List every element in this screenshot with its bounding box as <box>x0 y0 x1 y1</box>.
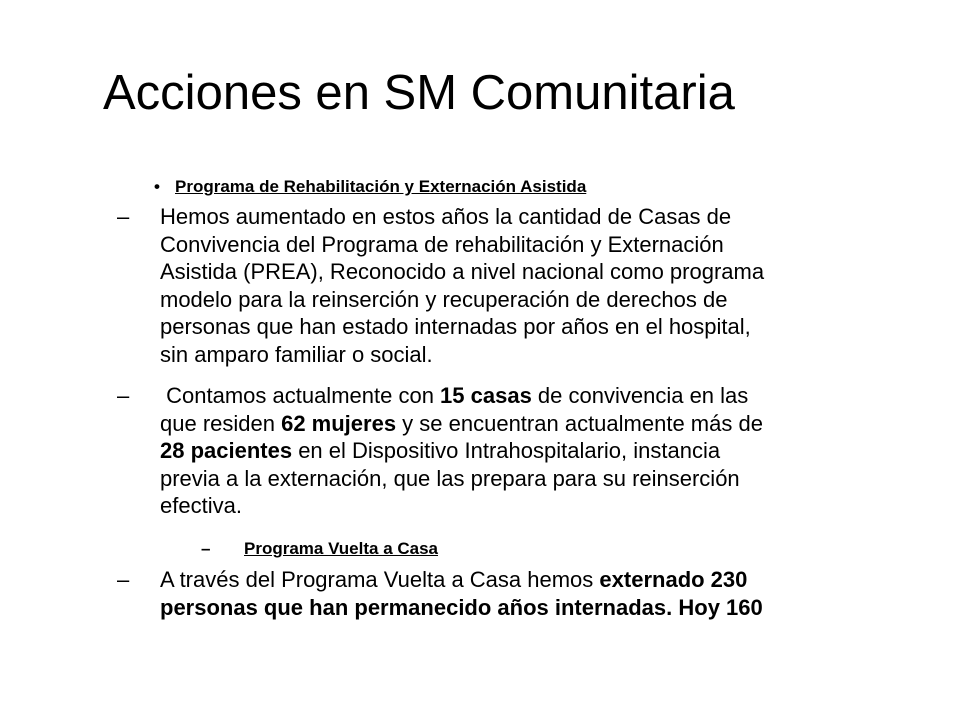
text-run: que residen <box>160 410 282 436</box>
list-item-text <box>160 203 917 368</box>
dash-marker: – <box>117 383 130 408</box>
bullet-dot: • <box>154 177 160 196</box>
text-line: Hemos aumentado en estos años la cantidad de Casas de <box>160 204 732 229</box>
highlight-28-pacientes: 28 pacientes <box>160 438 293 463</box>
highlight-externado-230: externado 230 <box>599 567 748 592</box>
list-item-text <box>160 566 917 621</box>
text-line: sin amparo familiar o social. <box>160 341 433 367</box>
text-line: modelo para la reinserción y recuperación de derechos de <box>160 286 728 312</box>
text-run: y se encuentran actualmente más de <box>396 410 763 436</box>
text-line: Convivencia del Programa de rehabilitación y Externación <box>160 231 724 257</box>
text-run: de convivencia en las <box>531 383 749 408</box>
text-line: previa a la externación, que las prepara para su reinserción <box>160 465 740 491</box>
text-line: personas que han permanecido años internadas. Hoy 160 <box>160 594 763 620</box>
text-run: Contamos actualmente con <box>160 383 441 408</box>
slide-title: Acciones en SM Comunitaria <box>103 66 735 120</box>
text-line: efectiva. <box>160 493 242 518</box>
list-item-text <box>160 382 917 520</box>
section-heading-vuelta-a-casa <box>201 536 438 562</box>
dash-marker: – <box>201 539 211 558</box>
text-line <box>160 566 917 594</box>
highlight-15-casas: 15 casas <box>440 383 532 408</box>
text-line: personas que han estado internadas por años en el hospital, <box>160 314 751 339</box>
text-line <box>160 382 917 410</box>
text-line <box>160 437 917 465</box>
dash-marker: – <box>117 204 130 229</box>
list-item-casas-actuales <box>117 382 917 520</box>
text-run: en el Dispositivo Intrahospitalario, instancia <box>292 438 721 463</box>
list-item-casas-convivencia <box>117 203 917 368</box>
dash-marker: – <box>117 567 130 592</box>
section-heading-prea-label: Programa de Rehabilitación y Externación Asistida <box>175 177 587 196</box>
section-heading-vuelta-a-casa-label: Programa Vuelta a Casa <box>244 539 439 558</box>
highlight-62-mujeres: 62 mujeres <box>281 410 397 436</box>
text-line <box>160 410 917 438</box>
text-line: Asistida (PREA), Reconocido a nivel nacional como programa <box>160 259 765 284</box>
text-run: A través del Programa Vuelta a Casa hemos <box>160 567 600 592</box>
section-heading-prea <box>154 174 587 200</box>
list-item-externados <box>117 566 917 621</box>
